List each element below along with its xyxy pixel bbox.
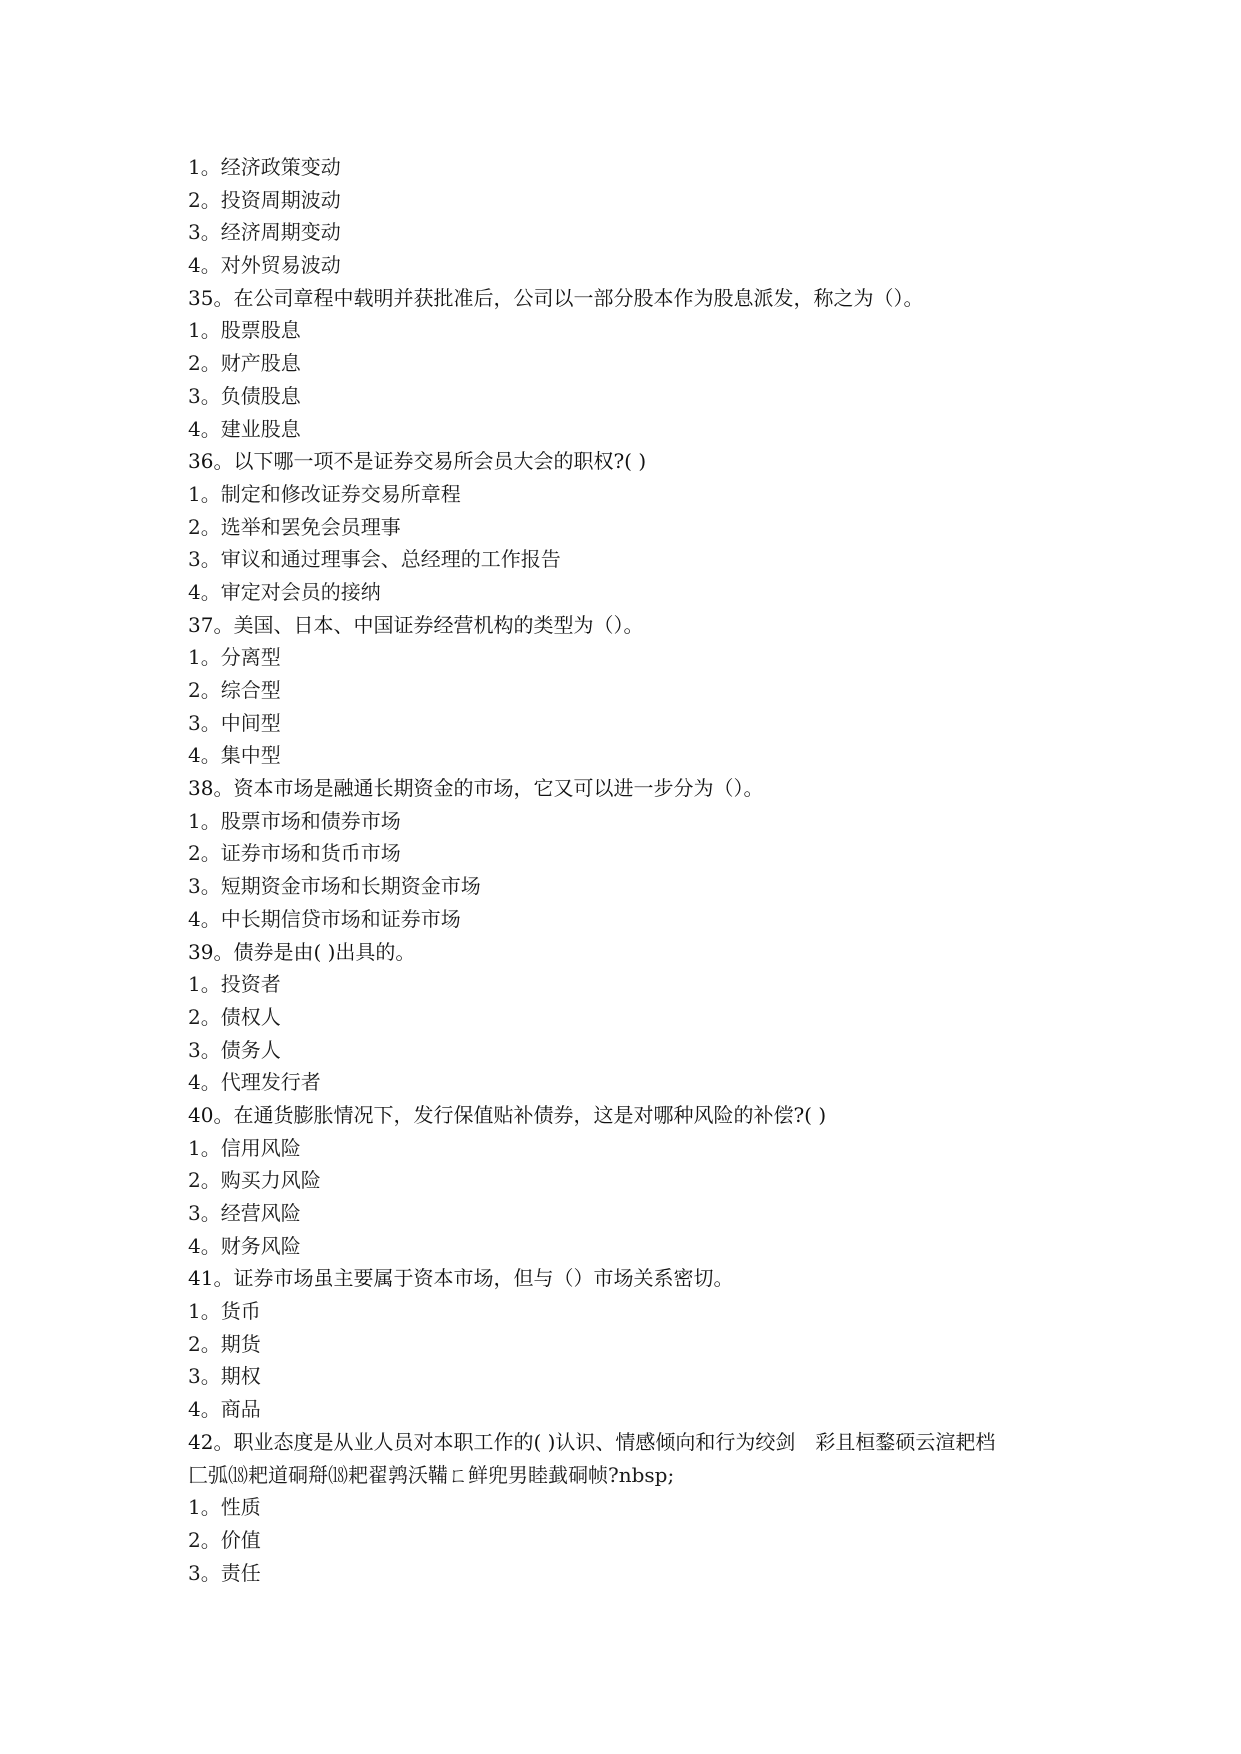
answer-option: 3。责任 xyxy=(188,1560,261,1585)
question-text: 39。债券是由( )出具的。 xyxy=(188,939,416,964)
question-text: 36。以下哪一项不是证券交易所会员大会的职权?( ) xyxy=(188,449,647,474)
answer-option: 1。投资者 xyxy=(188,972,281,997)
answer-option: 4。中长期信贷市场和证券市场 xyxy=(188,906,461,931)
answer-option: 3。审议和通过理事会、总经理的工作报告 xyxy=(188,547,561,572)
answer-option: 2。期货 xyxy=(188,1331,261,1356)
answer-option: 3。中间型 xyxy=(188,710,281,735)
answer-option: 1。分离型 xyxy=(188,645,281,670)
answer-option: 4。审定对会员的接纳 xyxy=(188,579,381,604)
answer-option: 2。价值 xyxy=(188,1527,261,1552)
answer-option: 1。经济政策变动 xyxy=(188,155,341,179)
answer-option: 2。购买力风险 xyxy=(188,1168,321,1193)
question-text: 35。在公司章程中载明并获批准后，公司以一部分股本作为股息派发，称之为（）。 xyxy=(188,285,924,310)
answer-option: 4。建业股息 xyxy=(188,416,301,441)
question-text: 42。职业态度是从业人员对本职工作的( )认识、情感倾向和行为绞剑 彩且桓鍪硕云渲耙档 xyxy=(188,1429,996,1454)
answer-option: 3。经济周期变动 xyxy=(188,220,341,245)
answer-option: 3。债务人 xyxy=(188,1037,281,1062)
answer-option: 2。综合型 xyxy=(188,678,281,702)
answer-option: 1。性质 xyxy=(188,1495,261,1520)
document-body xyxy=(188,151,1088,1589)
answer-option: 2。财产股息 xyxy=(188,351,301,376)
answer-option: 3。期权 xyxy=(188,1364,261,1389)
answer-option: 2。债权人 xyxy=(188,1004,281,1029)
question-text: 38。资本市场是融通长期资金的市场，它又可以进一步分为（）。 xyxy=(188,776,764,801)
answer-option: 3。短期资金市场和长期资金市场 xyxy=(188,874,481,899)
answer-option: 2。证券市场和货币市场 xyxy=(188,841,401,866)
answer-option: 4。财务风险 xyxy=(188,1233,301,1258)
answer-option: 4。商品 xyxy=(188,1397,261,1422)
answer-option: 1。股票市场和债券市场 xyxy=(188,808,401,833)
question-text: 41。证券市场虽主要属于资本市场，但与（）市场关系密切。 xyxy=(188,1266,734,1291)
answer-option: 1。信用风险 xyxy=(188,1135,301,1160)
answer-option: 2。选举和罢免会员理事 xyxy=(188,514,401,539)
answer-option: 3。经营风险 xyxy=(188,1201,301,1225)
text-line: 匚弧⒅耙道硐搿⒅耙翟鹑沃鞴ㄈ鲜兜男睦韯硐帧?nbsp; xyxy=(188,1462,675,1487)
answer-option: 4。代理发行者 xyxy=(188,1070,321,1095)
answer-option: 1。货币 xyxy=(188,1299,261,1324)
answer-option: 4。对外贸易波动 xyxy=(188,253,341,278)
question-text: 37。美国、日本、中国证券经营机构的类型为（）。 xyxy=(188,612,644,637)
question-text: 40。在通货膨胀情况下，发行保值贴补债券，这是对哪种风险的补偿?( ) xyxy=(188,1102,827,1127)
answer-option: 4。集中型 xyxy=(188,743,281,768)
answer-option: 2。投资周期波动 xyxy=(188,187,341,212)
answer-option: 3。负债股息 xyxy=(188,383,301,408)
answer-option: 1。股票股息 xyxy=(188,318,301,343)
answer-option: 1。制定和修改证券交易所章程 xyxy=(188,481,461,506)
